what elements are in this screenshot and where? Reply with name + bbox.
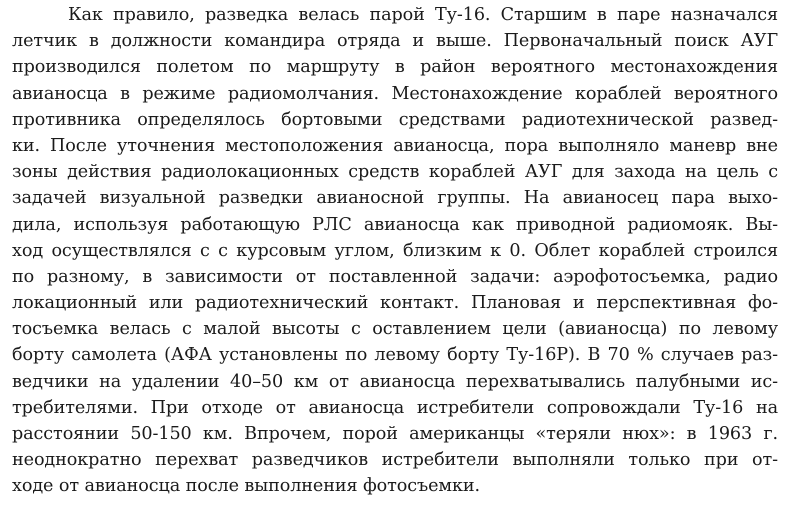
paragraph-line: зоны действия радиолокационных средств кораблей АУГ для захода на цель с	[12, 162, 778, 183]
paragraph-line: ход осуществлялся с с курсовым углом, близким к 0. Облет кораблей строился	[12, 240, 778, 261]
paragraph-line: тосъемка велась с малой высоты с оставлением цели (авианосца) по левому	[12, 319, 778, 340]
paragraph	[12, 2, 778, 500]
paragraph-line: дила, используя работающую РЛС авианосца как приводной радиомояк. Вы-	[12, 214, 778, 235]
paragraph-line: ки. После уточнения местоположения авианосца, пора выполняло маневр вне	[12, 135, 778, 156]
paragraph-line: ходе от авианосца после выполнения фотосъемки.	[12, 476, 481, 497]
paragraph-line: авианосца в режиме радиомолчания. Местонахождение кораблей вероятного	[12, 83, 778, 104]
paragraph-line: противника определялось бортовыми средствами радиотехнической развед-	[12, 109, 778, 130]
paragraph-line: локационный или радиотехнический контакт. Плановая и перспективная фо-	[12, 293, 778, 314]
paragraph-line: ведчики на удалении 40–50 км от авианосца перехватывались палубными ис-	[12, 371, 778, 392]
document-page	[12, 2, 778, 500]
paragraph-line: Как правило, разведка велась парой Ту-16. Старшим в паре назначался	[68, 5, 778, 25]
paragraph-line: борту самолета (АФА установлены по левому борту Ту-16Р). В 70 % случаев раз-	[12, 345, 778, 366]
paragraph-line: требителями. При отходе от авианосца истребители сопровождали Ту-16 на	[12, 397, 778, 418]
paragraph-line: неоднократно перехват разведчиков истребители выполняли только при от-	[12, 450, 778, 471]
paragraph-line: производился полетом по маршруту в район вероятного местонахождения	[12, 57, 778, 78]
paragraph-line: по разному, в зависимости от поставленной задачи: аэрофотосъемка, радио	[12, 266, 778, 287]
paragraph-line: задачей визуальной разведки авианосной группы. На авианосец пара выхо-	[12, 188, 778, 209]
paragraph-line: расстоянии 50-150 км. Впрочем, порой американцы «теряли нюх»: в 1963 г.	[12, 424, 778, 444]
paragraph-line: летчик в должности командира отряда и выше. Первоначальный поиск АУГ	[12, 31, 778, 52]
